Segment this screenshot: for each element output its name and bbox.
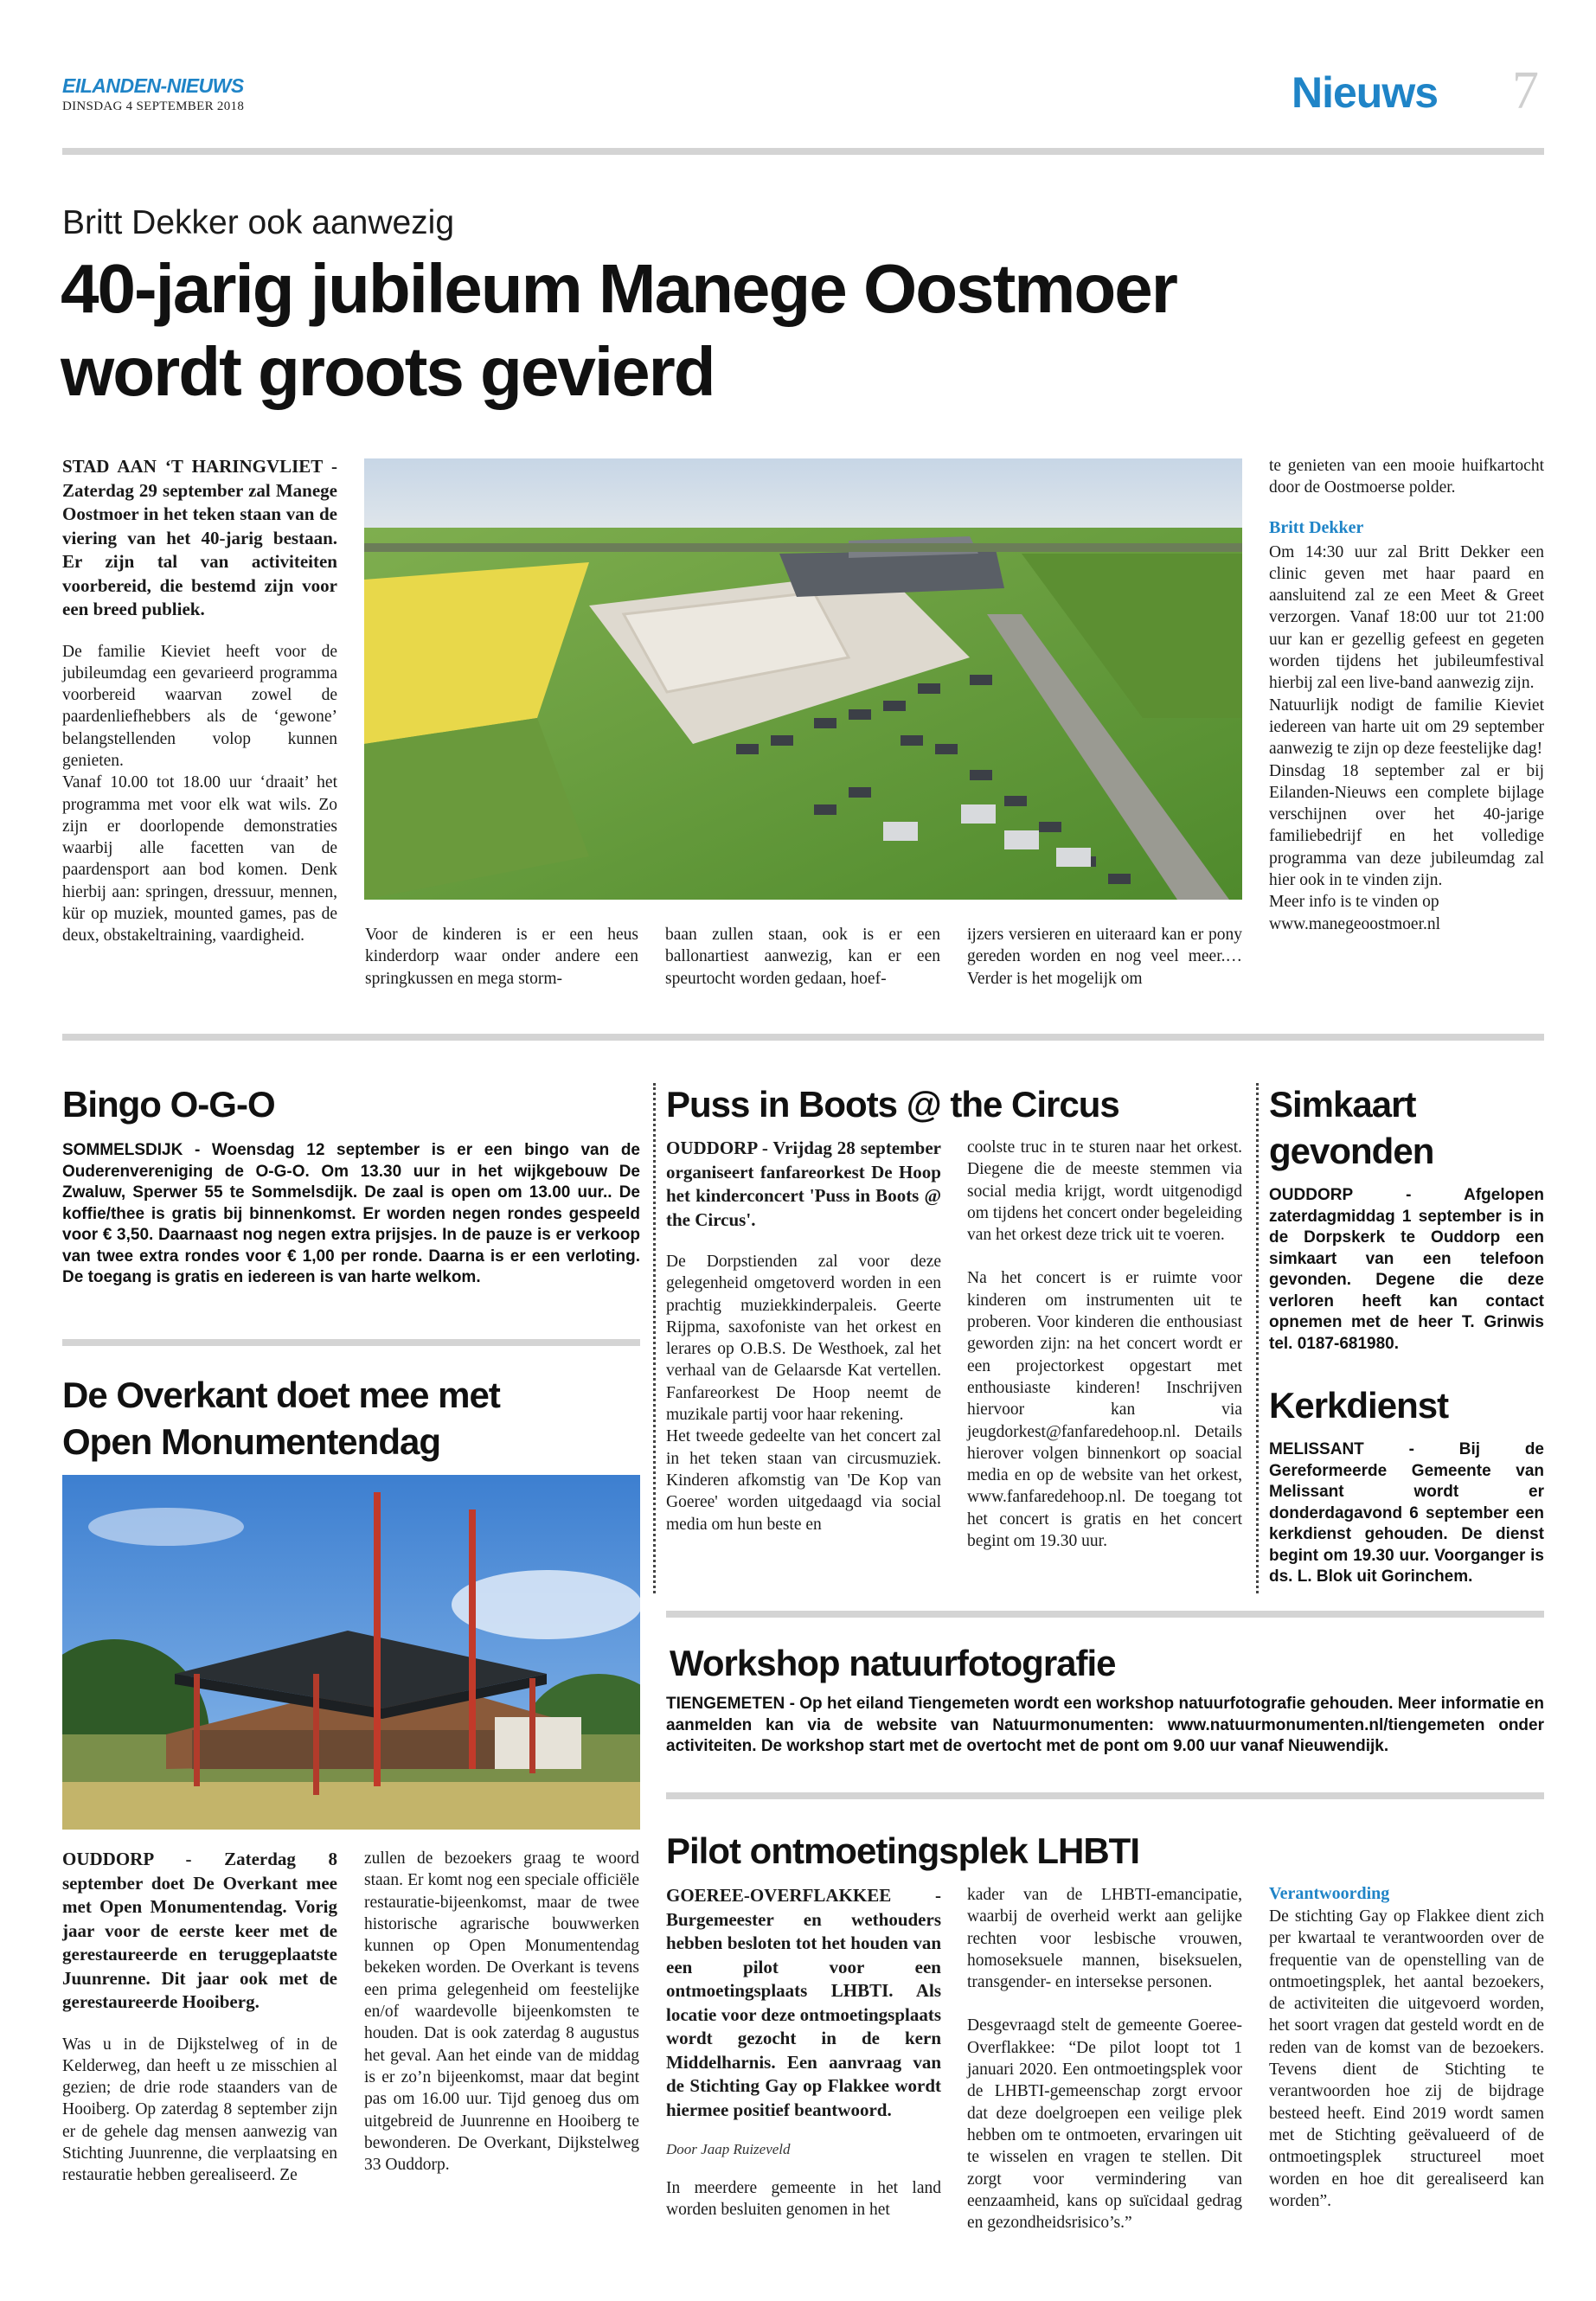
puss-paragraph: Het tweede gedeelte van het concert zal in het teken staan van circusmuziek. Kinderen afkomstig van 'De Kop van Goeree' worden uitgedaagd via social media om hun beste en bbox=[666, 1427, 941, 1534]
pilot-lead: GOEREE-OVERFLAKKEE - Burgemeester en wethouders hebben besloten tot het houden van een pilot voor een ontmoetingsplaats LHBTI. Als locatie voor deze ontmoetingsplaats wordt gezocht in de kern Middelharnis. Een aanvraag van de Stichting Gay op Flakkee wordt hiermee positief beantwoord. bbox=[666, 1885, 941, 2120]
pilot-headline: Pilot ontmoetingsplek LHBTI bbox=[666, 1830, 1139, 1871]
article-paragraph: De familie Kieviet heeft voor de jubileumdag een gevarieerd programma voorbereid waarvan zowel de paardenliefhebbers als de ‘gewone’ belangstellenden volop kunnen genieten. bbox=[62, 642, 337, 770]
article-paragraph: Meer info is te vinden op www.manegeoostmoer.nl bbox=[1269, 893, 1441, 933]
puss-paragraph: De Dorpstienden zal voor deze gelegenheid omgetoverd worden in een prachtig muziekkinderpaleis. Geerte Rijpma, saxofoniste van het orkest en lerares op O.B.S. De Westhoek, zal het verhaal van de Gelaarsde Kat vertellen. Fanfareorkest De Hoop neemt de muzikale partij voor haar rekening. bbox=[666, 1253, 941, 1425]
bingo-text: SOMMELSDIJK - Woensdag 12 september is er een bingo van de Ouderenvereniging de O-G-O. Om 13.30 uur in het wijkgebouw De Zwaluw, Sperwer 55 te Sommelsdijk. De zaal is open om 13.00 uur.. De koffie/thee is gratis bij binnenkomst. Er worden negen rondes gespeeld voor € 3,50. Daarnaast nog negen extra prijsjes. In de pauze is er verkoop van twee extra rondes voor € 1,00 per ronde. Daarna is er een verloting. De toegang is gratis en iedereen is van harte welkom. bbox=[62, 1141, 640, 1286]
masthead-logo: EILANDEN-NIEUWS bbox=[62, 74, 244, 97]
overkant-paragraph: zullen de bezoekers graag te woord staan. Er komt nog een speciale officiële restauratie-bijeenkomst, maar de twee historische agrarische bouwwerken kunnen op Open Monumentendag bekeken worden. De Overkant is tevens een prima gelegenheid om feestelijke en/of waardevolle bijeenkomsten te houden. Dat is ook zaterdag 8 augustus het geval. Aan het einde van de middag is er zo’n bijeenkomst, maar dat begint pas om 16.00 uur. Tijd genoeg dus om uitgebreid de Juunrenne en Hooiberg te bewonderen. De Overkant, Dijkstelweg 33 Ouddorp. bbox=[364, 1849, 639, 2175]
pilot-byline: Door Jaap Ruizeveld bbox=[666, 2141, 791, 2157]
article-subhead: Britt Dekker bbox=[1269, 517, 1364, 537]
section-rule bbox=[666, 1611, 1544, 1618]
pilot-paragraph: Desgevraagd stelt de gemeente Goeree-Overflakkee: “De pilot loopt tot 1 januari 2020. Een ontmoetingsplek voor de LHBTI-gemeenschap zorgt ervoor dat deze doelgroepen een veilige plek hebben om te ontmoeten, ervaringen uit te wisselen en vragen te stellen. Dit zorgt voor vermindering van eenzaamheid, kans op suïcidaal gedrag en gezondheidsrisico’s.” bbox=[967, 2016, 1242, 2233]
article-text-under-photo: ijzers versieren en uiteraard kan er pony gereden worden en nog veel meer.… Verder is het mogelijk om bbox=[967, 926, 1242, 988]
simkaart-headline-line2: gevonden bbox=[1269, 1131, 1434, 1171]
hooiberg-photo bbox=[62, 1475, 640, 1830]
kerkdienst-text: MELISSANT - Bij de Gereformeerde Gemeente van Melissant wordt er donderdagavond 6 september een kerkdienst gehouden. De dienst begint om 19.30 uur. Voorganger is ds. L. Blok uit Gorinchem. bbox=[1269, 1440, 1544, 1586]
simkaart-text: OUDDORP - Afgelopen zaterdagmiddag 1 september is in de Dorpskerk te Ouddorp een simkaart van een telefoon gevonden. Degene die deze verloren heeft kan contact opnemen met de heer T. Grinwis tel. 0187-681980. bbox=[1269, 1186, 1544, 1353]
overkant-paragraph: Was u in de Dijkstelweg of in de Kelderweg, dan heeft u ze misschien al gezien; de drie rode staanders van de Hooiberg. Op zaterdag 8 september zijn er de gehele dag mensen aanwezig van Stichting Juunrenne, die verplaatsing en restauratie hebben gerealiseerd. Ze bbox=[62, 2035, 337, 2185]
simkaart-headline-line1: Simkaart bbox=[1269, 1084, 1416, 1125]
overkant-lead: OUDDORP - Zaterdag 8 september doet De Overkant mee met Open Monumentendag. Vorig jaar voor de eerste keer met de gerestaureerde en teruggeplaatste Juunrenne. Dit jaar ook met de gerestaureerde Hooiberg. bbox=[62, 1849, 337, 2012]
masthead-rule bbox=[62, 148, 1544, 155]
pilot-col2 bbox=[967, 1884, 1242, 2234]
article-lead: STAD AAN ‘T HARINGVLIET - Zaterdag 29 september zal Manege Oostmoer in het teken staan van de viering van het 40-jarig bestaan. Er zijn tal van activiteiten voorbereid, die bestemd zijn voor een breed publiek. bbox=[62, 456, 337, 619]
overkant-col1 bbox=[62, 1848, 337, 2187]
masthead-date: DINSDAG 4 SEPTEMBER 2018 bbox=[62, 99, 245, 113]
article-paragraph: Dinsdag 18 september zal er bij Eilanden-Nieuws een complete bijlage verschijnen over het 40-jarige familiebedrijf en het volledige programma van deze jubileumdag zal hier ook in te vinden zijn. bbox=[1269, 761, 1544, 890]
pilot-col1 bbox=[666, 1884, 941, 2221]
article-col1 bbox=[62, 455, 337, 947]
page-number: 7 bbox=[1512, 61, 1539, 120]
pilot-col3 bbox=[1269, 1884, 1544, 2212]
article-text-under-photo: Voor de kinderen is er een heus kinderdorp waar onder andere een springkussen en mega storm- bbox=[365, 926, 638, 988]
puss-headline: Puss in Boots @ the Circus bbox=[666, 1084, 1119, 1125]
article-paragraph: Om 14:30 uur zal Britt Dekker een clinic geven met haar paard en aansluitend zal ze een Meet & Greet verzorgen. Vanaf 18:00 uur tot 21:00 uur kan er gezellig gefeest en gegeten worden tijdens het jubileumfestival hierbij zal een live-band aanwezig zijn. bbox=[1269, 542, 1544, 693]
manege-aerial-photo bbox=[364, 458, 1242, 900]
pilot-paragraph: De stichting Gay op Flakkee dient zich per kwartaal te verantwoorden over de frequentie van de openstelling van de ontmoetingsplek, het aantal bezoekers, de activiteiten die uitgevoerd worden, het soort vragen dat gesteld wordt en de reden van de komst van de bezoekers. Tevens dient de Stichting te verantwoorden hoe zij de bijdrage besteed heeft. Eind 2019 wordt samen met de Stichting geëvalueerd of de ontmoetingsplek structureel moet worden en hoe dit gerealiseerd kan worden”. bbox=[1269, 1907, 1544, 2210]
article-text-under-photo: baan zullen staan, ook is er een ballonartiest aanwezig, kan er een speurtocht worden gedaan, hoef- bbox=[665, 926, 940, 988]
column-divider bbox=[653, 1083, 656, 1593]
column-divider bbox=[1256, 1083, 1259, 1593]
article-kicker: Britt Dekker ook aanwezig bbox=[62, 204, 455, 241]
bingo-headline: Bingo O-G-O bbox=[62, 1084, 275, 1125]
puss-col1 bbox=[666, 1137, 941, 1535]
section-title: Nieuws bbox=[1292, 68, 1439, 117]
workshop-text: TIENGEMETEN - Op het eiland Tiengemeten wordt een workshop natuurfotografie gehouden. Meer informatie en aanmelden kan via de website van Natuurmonumenten: www.natuurmonumenten.nl/tiengemeten onder activiteiten. De workshop start met de overtocht met de pont om 9.00 uur vanaf Nieuwendijk. bbox=[666, 1695, 1544, 1755]
pilot-paragraph: kader van de LHBTI-emancipatie, waarbij de overheid werkt aan gelijke rechten voor lesbische vrouwen, homoseksuele mannen, biseksuelen, transgender- en intersekse personen. bbox=[967, 1886, 1242, 1992]
workshop-headline: Workshop natuurfotografie bbox=[670, 1643, 1116, 1683]
article-col5 bbox=[1269, 455, 1544, 935]
kerkdienst-headline: Kerkdienst bbox=[1269, 1385, 1449, 1426]
article-headline-line1: 40-jarig jubileum Manege Oostmoer bbox=[61, 250, 1176, 327]
overkant-headline-line1: De Overkant doet mee met bbox=[62, 1375, 500, 1415]
overkant-headline-line2: Open Monumentendag bbox=[62, 1421, 440, 1462]
section-rule bbox=[62, 1339, 640, 1346]
pilot-paragraph: In meerdere gemeente in het land worden besluiten genomen in het bbox=[666, 2179, 941, 2220]
puss-paragraph: coolste truc in te sturen naar het orkest. Diegene die de meeste stemmen via social media krijgt, wordt uitgenodigd om tijdens het concert onder begeleiding van het orkest deze trick uit te voeren. bbox=[967, 1138, 1242, 1245]
article-paragraph: Vanaf 10.00 tot 18.00 uur ‘draait’ het programma met voor elk wat wils. Zo zijn er doorlopende demonstraties waarbij alle facetten van de paardensport aan bod komen. Denk hierbij aan: springen, dressuur, mennen, kür op muziek, mounted games, pas de deux, obstakeltraining, vaardigheid. bbox=[62, 773, 337, 945]
pilot-subhead: Verantwoording bbox=[1269, 1884, 1390, 1903]
article-paragraph: te genieten van een mooie huifkartocht door de Oostmoerse polder. bbox=[1269, 457, 1544, 497]
puss-col2 bbox=[967, 1137, 1242, 1552]
puss-lead: OUDDORP - Vrijdag 28 september organiseert fanfareorkest De Hoop het kinderconcert 'Puss in Boots @ the Circus'. bbox=[666, 1138, 941, 1230]
section-rule bbox=[62, 1034, 1544, 1041]
puss-paragraph: Na het concert is er ruimte voor kinderen om instrumenten uit te proberen. Voor kinderen die enthousiast geworden zijn: na het concert wordt er een projectorkest opgestart met enthousiaste kinderen! Inschrijven hiervoor kan via jeugdorkest@fanfaredehoop.nl. Details hierover volgen binnenkort op soacial media en op de website van het orkest, www.fanfaredehoop.nl. De toegang tot het concert is gratis en het concert begint om 19.30 uur. bbox=[967, 1269, 1242, 1551]
article-paragraph: Natuurlijk nodigt de familie Kieviet iedereen van harte uit om 29 september aanwezig te zijn op deze feestelijke dag! bbox=[1269, 695, 1544, 759]
section-rule bbox=[666, 1792, 1544, 1799]
article-headline-line2: wordt groots gevierd bbox=[61, 333, 715, 410]
